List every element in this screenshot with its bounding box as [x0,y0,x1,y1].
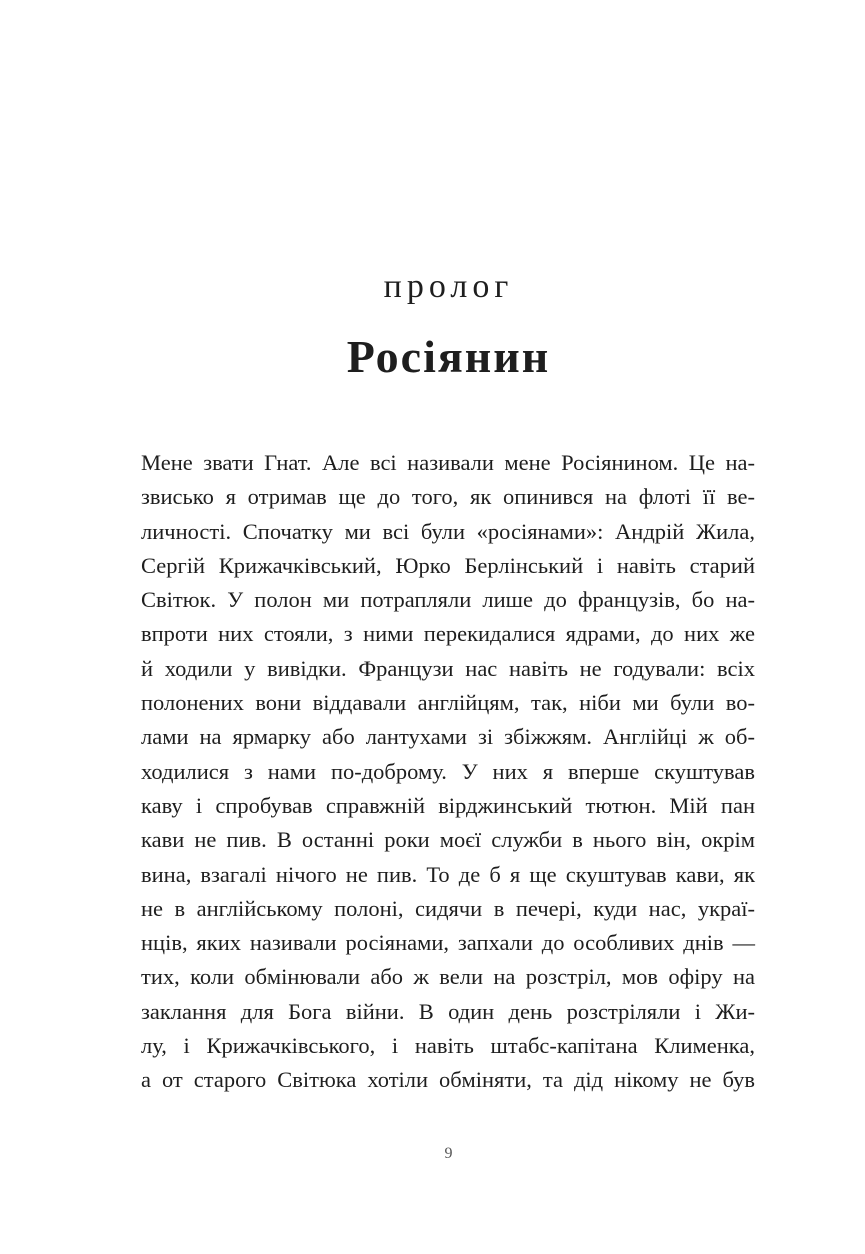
page-number: 9 [444,1145,453,1162]
text-line: лами на ярмарку або лантухами зі збіжжям. Англійці ж об- [141,724,755,750]
text-line: лу, і Крижачківського, і навіть штабс-капітана Клименка, [141,1033,755,1059]
text-line: а от старого Світюка хотіли обміняти, та дід нікому не був [141,1067,755,1093]
text-line: й ходили у вивідки. Французи нас навіть не годували: всіх [141,655,755,681]
text-line: заклання для Бога війни. В один день розстріляли і Жи- [141,998,755,1024]
chapter-title: Росіянин [346,331,551,382]
text-line: нців, яких називали росіянами, запхали до особливих днів — [141,930,755,956]
text-line: личності. Спочатку ми всі були «росіянами»: Андрій Жила, [141,518,755,544]
text-line: звисько я отримав ще до того, як опинився на флоті її ве- [141,484,755,510]
text-line: ходилися з нами по-доброму. У них я вперше скуштував [141,758,755,784]
text-line: Світюк. У полон ми потрапляли лише до французів, бо на- [141,587,755,613]
text-line: Сергій Крижачківський, Юрко Берлінський і навіть старий [141,552,755,578]
text-line: вина, взагалі нічого не пив. То де б я ще скуштував кави, як [141,861,755,887]
text-line: не в англійському полоні, сидячи в печері, куди нас, украї- [141,895,755,921]
body-text [141,446,755,1098]
text-line: каву і спробував справжній вірджинський тютюн. Мій пан [141,792,755,818]
text-line: впроти них стояли, з ними перекидалися ядрами, до них же [141,621,755,647]
text-line: кави не пив. В останні роки моєї служби в нього він, окрім [141,827,755,853]
text-line: Мене звати Гнат. Але всі називали мене Росіянином. Це на- [141,450,755,475]
text-line: полонених вони віддавали англійцям, так, ніби ми були во- [141,690,755,716]
chapter-label: пролог [383,268,514,305]
text-line: тих, коли обмінювали або ж вели на розстріл, мов офіру на [141,964,755,990]
